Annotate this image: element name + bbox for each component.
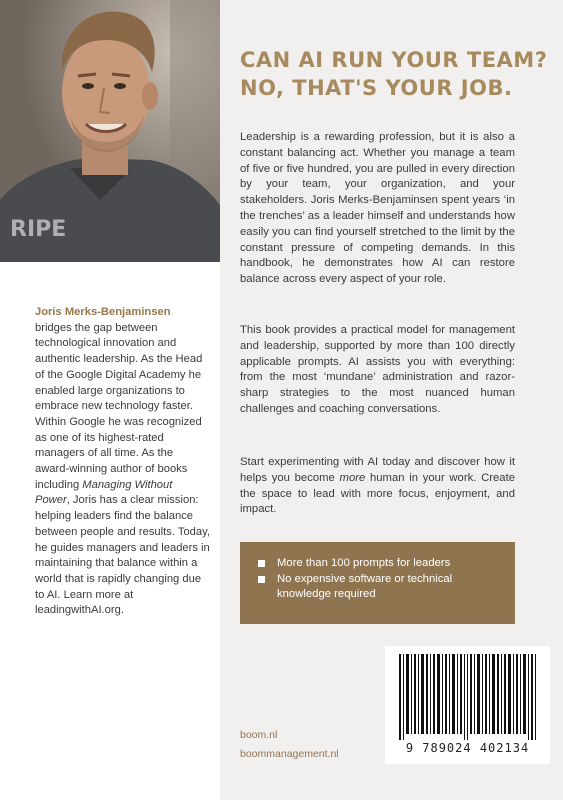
bio-book-title: Managing Without Power [35,478,173,507]
blurb-paragraph-1: Leadership is a rewarding profession, but it is also a constant balancing act. Whether you manage a team of five or five hundred, you are pulled in every direction by your team, your organization, and your stakeholders. Joris Merks-Benjaminsen spent years ‘in the trenches’ as a leader himself and understands how easily you can find yourself stretched to the limit by the constant pressure of competing demands. In this handbook, he demonstrates how AI can restore balance across every aspect of your role. [240,131,515,286]
bio-text-part1: bridges the gap between technological innovation and authentic leadership. As the Head of the Google Digital Academy he enabled large organizations to embrace new technology faster. Within Google he was recognized as one of its highest-rated managers of all time. As the award-winning author of books including [35,321,203,491]
bio-text-part2: , Joris has a clear mission: helping leaders find the balance between people and results. Today, he guides managers and leaders in maintaining that balance within a world that is rapidly changing due to AI. Learn more at leadingwithAI.org. [35,494,210,617]
highlights-box [240,542,515,624]
author-portrait-image [0,0,220,262]
author-photo [0,0,220,262]
p3-text-part2: human in your work. Create the space to lead with more focus, enjoyment, and impact. [240,471,516,516]
p3-text-part1: Start experimenting with AI today and discover how it helps you become [240,456,515,484]
link-boom[interactable]: boom.nl [240,729,278,741]
isbn-number: 9 789024 402134 [405,741,530,755]
blurb-paragraph-3 [240,455,515,518]
highlight-item [258,556,497,572]
publisher-links [240,726,339,764]
author-name: Joris Merks-Benjaminsen [35,306,171,318]
headline [240,46,555,102]
square-bullet-icon [258,560,265,567]
highlight-text: More than 100 prompts for leaders [277,557,451,569]
barcode-icon [399,654,536,740]
p3-emphasis: more [339,471,366,484]
blurb-paragraph-2: This book provides a practical model for management and leadership, supported by more than 100 directly applicable prompts. AI assists you with everything: from the most ‘mundane’ administration and razor-sharp strategies to the most nuanced human challenges and coaching conversations. [240,324,515,415]
highlight-text: No expensive software or technical knowledge required [277,572,453,601]
headline-line-2: NO, THAT'S YOUR JOB. [240,76,513,100]
square-bullet-icon [258,576,265,583]
author-bio [35,305,210,619]
headline-line-1: CAN AI RUN YOUR TEAM? [240,48,548,72]
link-boommanagement[interactable]: boommanagement.nl [240,748,339,760]
svg-text:RIPE: RIPE [10,217,67,242]
isbn-barcode [385,646,550,764]
left-column [0,0,220,800]
highlight-item [258,572,497,603]
